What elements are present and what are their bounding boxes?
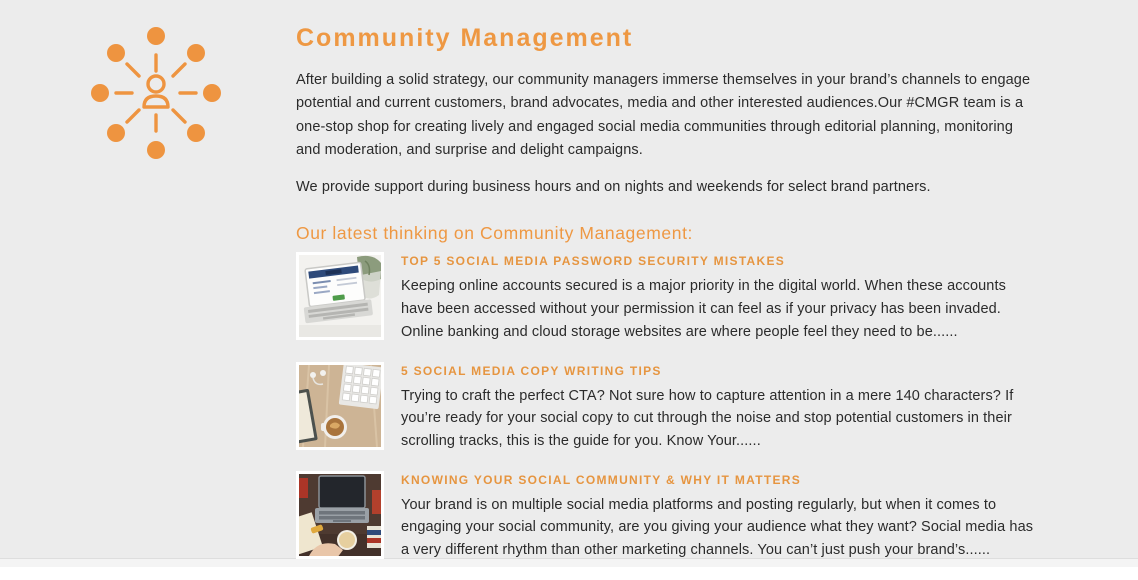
page-title: Community Management bbox=[296, 24, 634, 52]
article-excerpt: Trying to craft the perfect CTA? Not sure how to capture attention in a mere 140 characters? If you’re ready for your social copy to cut through the noise and stop potential customers in their scrolling tracks, this is the guide for you. Know Your...... bbox=[401, 387, 1014, 449]
article-excerpt: Your brand is on multiple social media platforms and posting regularly, but when it comes to engaging your social community, are you giving your audience what they want? Social media has a very different rhythm than other marketing channels. You can’t just push your brand’s...... bbox=[401, 496, 1034, 559]
intro-paragraph: After building a solid strategy, our community managers immerse themselves in your brand’s channels to engage potential and current customers, brand advocates, media and other interested audiences.Our #CMGR team is a one-stop shop for creating lively and engaged social media communities through editorial planning, monitoring and moderation, and surprise and delight campaigns. bbox=[296, 72, 1031, 158]
article-thumbnail-dark-desk-laptop[interactable] bbox=[296, 471, 384, 559]
support-paragraph: We provide support during business hours and on nights and weekends for select brand partners. bbox=[296, 179, 931, 196]
article-title-link[interactable]: TOP 5 SOCIAL MEDIA PASSWORD SECURITY MISTAKES bbox=[401, 254, 786, 269]
article-title-link[interactable]: 5 SOCIAL MEDIA COPY WRITING TIPS bbox=[401, 363, 662, 378]
article-thumbnail-desk-coffee[interactable] bbox=[296, 362, 384, 450]
article-excerpt: Keeping online accounts secured is a major priority in the digital world. When these accounts have been accessed without your permission it can feel as if your privacy has been invaded. Online banking and cloud storage websites are where people feel they need to be...... bbox=[401, 278, 1006, 340]
article-item bbox=[296, 252, 1038, 343]
article-item bbox=[296, 362, 1038, 453]
article-item bbox=[296, 471, 1038, 562]
community-network-icon bbox=[80, 23, 232, 170]
article-thumbnail-laptop-login[interactable] bbox=[296, 252, 384, 340]
article-title-link[interactable]: KNOWING YOUR SOCIAL COMMUNITY & WHY IT MATTERS bbox=[401, 472, 802, 487]
article-body bbox=[401, 252, 1038, 343]
content-column bbox=[296, 24, 1038, 580]
article-body bbox=[401, 471, 1038, 562]
latest-thinking-subheading: Our latest thinking on Community Management: bbox=[296, 223, 693, 244]
article-body bbox=[401, 362, 1038, 453]
